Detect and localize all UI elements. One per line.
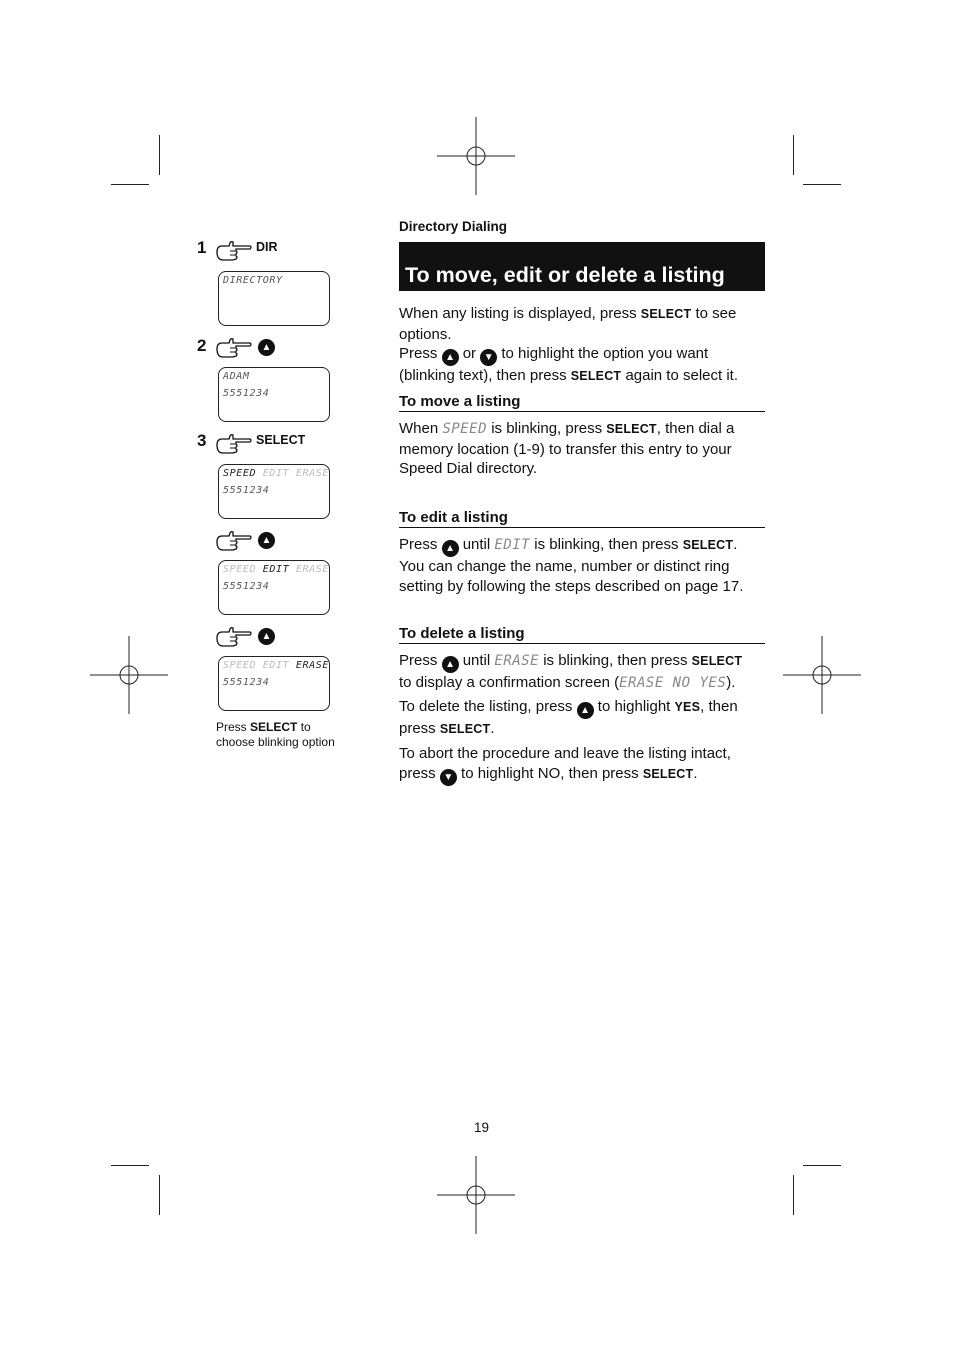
crop-mark — [803, 184, 841, 185]
step-number: 3 — [197, 431, 207, 450]
section-label: Directory Dialing — [399, 219, 508, 234]
intro-paragraph: When any listing is displayed, press SELECT to see options. Press ▲ or ▼ to highlight the option you want (blinking text), then press SELECT again to select it. — [399, 305, 739, 384]
crop-mark — [111, 1165, 149, 1166]
page-number: 19 — [474, 1120, 490, 1135]
lcd-line-1 — [223, 660, 329, 671]
page-title: To move, edit or delete a listing — [405, 263, 725, 287]
heading-move-listing: To move a listing — [399, 393, 765, 412]
lcd-line-1: DIRECTORY — [223, 275, 283, 286]
lcd-line-2: 5551234 — [223, 485, 270, 496]
up-key-icon: ▲ — [577, 702, 594, 719]
registration-mark-right — [783, 636, 861, 714]
up-key-icon: ▲ — [258, 628, 275, 645]
registration-mark-top — [437, 117, 515, 195]
lcd-screen-options-speed — [218, 464, 330, 519]
lcd-option-edit: EDIT — [262, 660, 290, 671]
lcd-line-2: 5551234 — [223, 677, 270, 688]
lcd-option-speed: SPEED — [223, 468, 257, 479]
select-key-label: SELECT — [256, 433, 306, 447]
pointing-hand-icon — [216, 530, 252, 552]
lcd-option-speed: SPEED — [223, 660, 257, 671]
registration-mark-bottom — [437, 1156, 515, 1234]
edit-paragraph: Press ▲ until EDIT is blinking, then press SELECT. You can change the name, number or distinct ring setting by following the steps described on page 17. — [399, 536, 744, 595]
crop-mark — [803, 1165, 841, 1166]
lcd-option-erase: ERASE — [295, 564, 329, 575]
crop-mark — [793, 1175, 794, 1215]
step-number: 1 — [197, 238, 207, 257]
lcd-option-edit: EDIT — [262, 468, 290, 479]
select-key-text: SELECT — [250, 720, 298, 734]
up-key-icon: ▲ — [442, 349, 459, 366]
lcd-line-1 — [223, 468, 329, 479]
figure-caption: Press SELECT to choose blinking option — [216, 720, 335, 749]
step-number: 2 — [197, 336, 207, 355]
lcd-screen-directory — [218, 271, 330, 326]
heading-delete-listing: To delete a listing — [399, 625, 765, 644]
up-key-icon: ▲ — [258, 339, 275, 356]
lcd-screen-options-edit — [218, 560, 330, 615]
dir-key-label: DIR — [256, 240, 278, 254]
pointing-hand-icon — [216, 337, 252, 359]
lcd-option-erase: ERASE — [295, 660, 329, 671]
pointing-hand-icon — [216, 626, 252, 648]
up-key-icon: ▲ — [442, 540, 459, 557]
down-key-icon: ▼ — [480, 349, 497, 366]
crop-mark — [793, 135, 794, 175]
delete-confirm-paragraph: To delete the listing, press ▲ to highlight YES, then press SELECT. — [399, 698, 738, 737]
lcd-option-erase: ERASE — [295, 468, 329, 479]
move-paragraph: When SPEED is blinking, press SELECT, then dial a memory location (1-9) to transfer this entry to your Speed Dial directory. — [399, 420, 735, 477]
lcd-line-2: 5551234 — [223, 581, 270, 592]
heading-edit-listing: To edit a listing — [399, 509, 765, 528]
crop-mark — [111, 184, 149, 185]
pointing-hand-icon — [216, 240, 252, 262]
registration-mark-left — [90, 636, 168, 714]
lcd-line-1 — [223, 564, 329, 575]
pointing-hand-icon — [216, 433, 252, 455]
up-key-icon: ▲ — [442, 656, 459, 673]
delete-abort-paragraph: To abort the procedure and leave the listing intact, press ▼ to highlight NO, then press SELECT. — [399, 744, 769, 786]
lcd-line-2: 5551234 — [223, 388, 270, 399]
up-key-icon: ▲ — [258, 532, 275, 549]
crop-mark — [159, 1175, 160, 1215]
lcd-screen-listing — [218, 367, 330, 422]
lcd-line-1: ADAM — [223, 371, 250, 382]
crop-mark — [159, 135, 160, 175]
delete-paragraph: Press ▲ until ERASE is blinking, then press SELECT to display a confirmation screen (ERASE NO YES). — [399, 652, 743, 691]
lcd-option-speed: SPEED — [223, 564, 257, 575]
down-key-icon: ▼ — [440, 769, 457, 786]
lcd-screen-options-erase — [218, 656, 330, 711]
lcd-option-edit: EDIT — [262, 564, 290, 575]
page-title-bar — [399, 242, 765, 291]
